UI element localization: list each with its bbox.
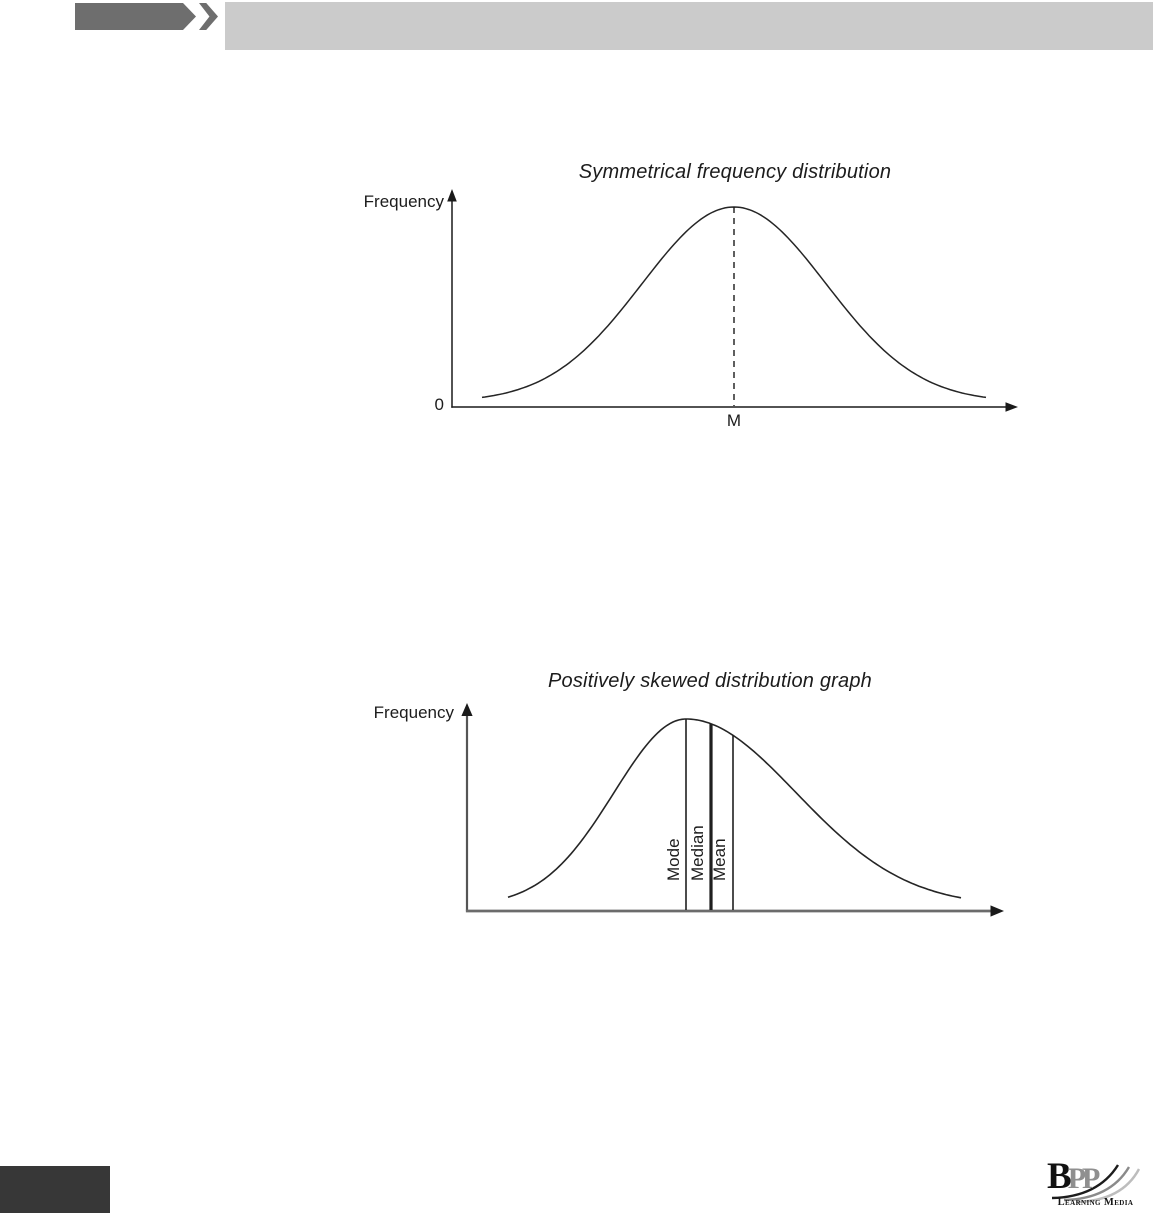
logo-letter-b: B	[1047, 1156, 1072, 1197]
y-axis-arrowhead-icon	[447, 189, 457, 202]
skewed-curve	[508, 719, 961, 898]
mode-label: Mode	[664, 838, 683, 881]
y-axis-label-frequency: Frequency	[373, 703, 454, 722]
chart-title-symmetrical: Symmetrical frequency distribution	[578, 161, 892, 183]
y-axis-arrowhead-icon	[461, 703, 472, 716]
mode-median-mean-lines	[686, 719, 733, 910]
logo-wordmark	[1047, 1155, 1096, 1198]
chart-title-skewed: Positively skewed distribution graph	[547, 670, 873, 692]
bpp-logo	[1038, 1152, 1153, 1212]
origin-label: 0	[434, 395, 444, 414]
mean-marker-label: M	[726, 411, 742, 430]
symmetrical-bell-curve	[482, 207, 986, 397]
y-axis-label-frequency: Frequency	[363, 192, 444, 211]
logo-letters-pp: PP	[1067, 1162, 1097, 1195]
page-number-block	[0, 1166, 110, 1213]
x-axis-arrowhead-icon	[1006, 402, 1019, 412]
symmetrical-chart-axes	[447, 189, 1018, 412]
x-axis-arrowhead-icon	[991, 905, 1005, 916]
logo-subtext: Learning Media	[1057, 1197, 1134, 1208]
mean-label: Mean	[710, 838, 729, 881]
median-label: Median	[688, 825, 707, 881]
